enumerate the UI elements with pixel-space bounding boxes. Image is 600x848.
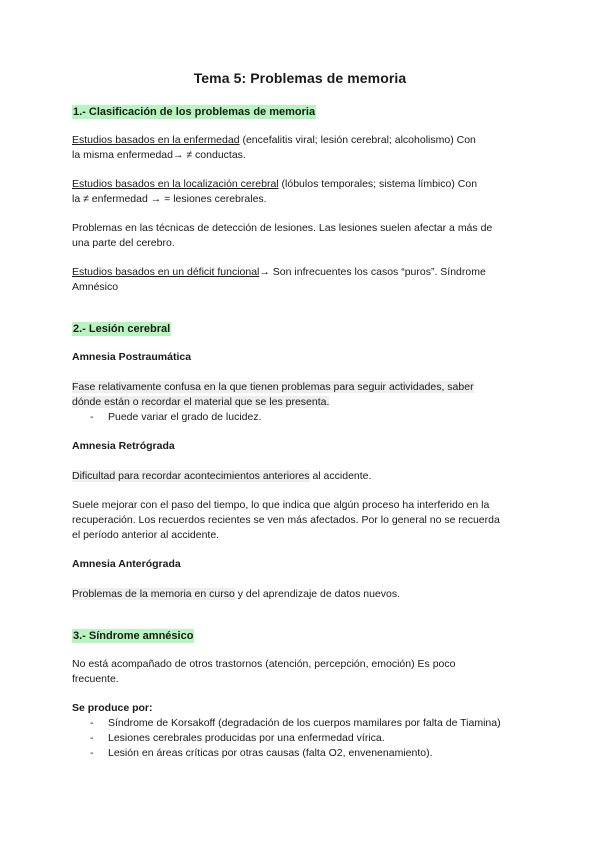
list-causas <box>72 716 528 761</box>
text-retrograda-p2-line1: Suele mejorar con el paso del tiempo, lo que indica que algún proceso ha interferido en la <box>72 499 490 511</box>
text-tecnicas-line1: Problemas en las técnicas de detección de lesiones. Las lesiones suelen afectar a más de <box>72 222 493 234</box>
paragraph-anterograda <box>72 587 528 602</box>
paragraph-sindrome <box>72 657 528 687</box>
text-anterograda-highlight: Problemas de la memoria en curso <box>72 588 235 600</box>
text-retrograda-rest: al accidente. <box>309 470 372 482</box>
text-sindrome-line2: frecuente. <box>72 673 119 685</box>
text-anterograda-rest: y del aprendizaje de datos nuevos. <box>234 588 401 600</box>
text-retrograda-p2-line2: recuperación. Los recuerdos recientes se ven más afectados. Por lo general no se recuerda <box>72 514 500 526</box>
subheading-amnesia-retrograda: Amnesia Retrógrada <box>72 440 175 452</box>
list-postraumatica <box>72 410 528 425</box>
term-enfermedad: Estudios basados en la enfermedad <box>72 134 240 146</box>
bullet-dash: - <box>90 732 94 744</box>
section-2-heading <box>72 323 528 335</box>
text-retrograda-highlight: Dificultad para recordar acontecimientos anteriores <box>72 470 310 482</box>
section-3-heading-text: 3.- Síndrome amnésico <box>73 630 194 642</box>
text-tecnicas-line2: una parte del cerebro. <box>72 237 175 249</box>
bullet-dash: - <box>90 717 94 729</box>
text-localizacion-line2: la ≠ enfermedad → = lesiones cerebrales. <box>72 193 267 205</box>
label-se-produce-por: Se produce por: <box>72 702 153 714</box>
paragraph-retrograda <box>72 469 528 484</box>
paragraph-retrograda-2 <box>72 498 528 543</box>
list-item <box>72 731 528 746</box>
paragraph-deficit <box>72 265 528 295</box>
text-deficit-line2: Amnésico <box>72 281 119 293</box>
section-1-heading <box>72 106 528 118</box>
paragraph-postraumatica <box>72 380 528 410</box>
text-enfermedad-line2: la misma enfermedad→ ≠ conductas. <box>72 149 246 161</box>
list-item <box>72 410 528 425</box>
paragraph-tecnicas <box>72 221 528 251</box>
list-item-text: Lesión en áreas críticas por otras causas (falta O2, envenenamiento). <box>108 747 433 759</box>
term-deficit: Estudios basados en un déficit funcional <box>72 266 260 278</box>
list-item <box>72 716 528 731</box>
bullet-dash: - <box>90 747 94 759</box>
text-sindrome-line1: No está acompañado de otros trastornos (atención, percepción, emoción) Es poco <box>72 658 456 670</box>
list-item <box>72 746 528 761</box>
section-3-heading <box>72 630 528 642</box>
paragraph-enfermedad <box>72 133 528 163</box>
subheading-amnesia-postraumatica: Amnesia Postraumática <box>72 351 192 363</box>
text-localizacion-rest: (lóbulos temporales; sistema límbico) Con <box>278 178 478 190</box>
page-title: Tema 5: Problemas de memoria <box>193 70 407 86</box>
text-postraumatica-line1: Fase relativamente confusa en la que tienen problemas para seguir actividades, saber <box>72 381 474 393</box>
paragraph-localizacion <box>72 177 528 207</box>
subheading-amnesia-anterograda: Amnesia Anterógrada <box>72 558 181 570</box>
section-2-heading-text: 2.- Lesión cerebral <box>73 323 171 335</box>
text-deficit-rest: → Son infrecuentes los casos “puros”. Síndrome <box>259 266 486 278</box>
list-item-text: Puede variar el grado de lucidez. <box>108 411 262 423</box>
list-item-text: Síndrome de Korsakoff (degradación de los cuerpos mamilares por falta de Tiamina) <box>108 717 501 729</box>
section-1-heading-text: 1.- Clasificación de los problemas de memoria <box>73 106 316 118</box>
bullet-dash: - <box>90 411 94 423</box>
list-item-text: Lesiones cerebrales producidas por una enfermedad vírica. <box>108 732 385 744</box>
text-postraumatica-line2: dónde están o recordar el material que se les presenta. <box>72 396 330 408</box>
text-retrograda-p2-line3: el período anterior al accidente. <box>72 529 220 541</box>
text-enfermedad-rest: (encefalitis viral; lesión cerebral; alcoholismo) Con <box>239 134 476 146</box>
term-localizacion: Estudios basados en la localización cerebral <box>72 178 279 190</box>
